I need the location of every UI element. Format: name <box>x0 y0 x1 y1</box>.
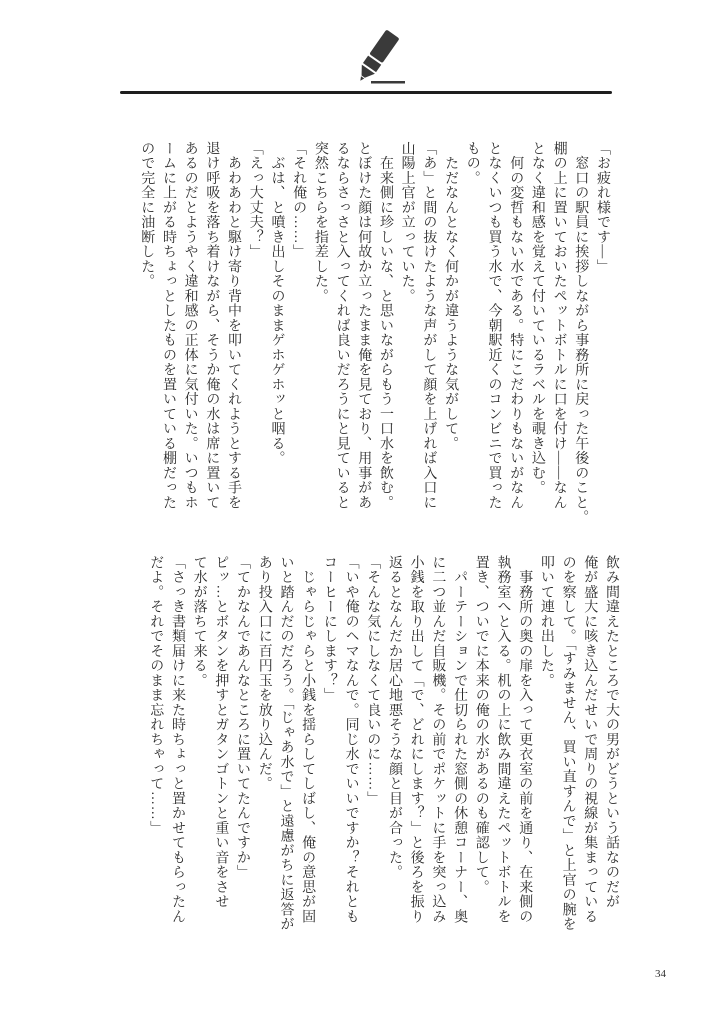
text-line: 「お疲れ様です―」 <box>595 141 610 274</box>
upper-text-block <box>136 141 613 525</box>
text-line: じゃらじゃらと小銭を揺らしてしばし、俺の意思が固 <box>300 555 316 924</box>
text-line: あるのだとようやく違和感の正体に気付いた。いつもホ <box>182 141 198 510</box>
text-line: となくいつも買う水で、今朝駅近くのコンビニで買った <box>486 141 502 510</box>
text-line: ピッ…とボタンを押すとガタンゴトンと重い音をさせ <box>213 555 229 909</box>
text-line: 置き、ついでに本来の俺の水があるのも確認して。 <box>473 555 489 895</box>
text-line: ので完全に油断した。 <box>139 141 155 289</box>
page-number: 34 <box>655 968 666 980</box>
text-line: 飲み間違えたところで大の男がどうという話なのだが <box>604 555 619 909</box>
text-line: 返るとなんだか居心地悪そうな顔と目が合った。 <box>386 555 402 880</box>
text-line: て水が落ちて来る。 <box>191 555 207 688</box>
lower-text-block <box>145 555 622 935</box>
text-line: となく違和感を覚えて付いているラベルを覗き込む。 <box>529 141 545 495</box>
text-line: 「さっき書類届けに来た時ちょっと置かせてもらったん <box>169 555 185 924</box>
text-line: だよ。それでそのまま忘れちゃって……」 <box>148 555 164 836</box>
text-line: 突然こちらを指差した。 <box>312 141 328 304</box>
text-line: 何の変哲もない水である。特にこだわりもないがなん <box>508 141 524 510</box>
text-line: 俺が盛大に咳き込んだせいで周りの視線が集まっている <box>582 555 598 924</box>
text-line: 執務室へと入る。机の上に飲み間違えたペットボトルを <box>495 555 511 924</box>
text-line: いと踏んだのだろう。「じゃあ水で」と遠慮がちに返答が <box>278 555 294 932</box>
text-line: 「えっ大丈夫？」 <box>247 141 263 259</box>
text-line: に二つ並んだ自販機。その前でポケットに手を突っ込み <box>430 555 446 924</box>
text-line: コーヒーにします？」 <box>321 555 337 703</box>
text-line: とぼけた顔は何故か立ったまま俺を見ており、用事があ <box>356 141 372 510</box>
text-line: パーテーションで仕切られた窓側の休憩コーナー、奥 <box>452 555 468 924</box>
text-line: 棚の上に置いておいたペットボトルに口を付け――なん <box>551 141 567 510</box>
text-line: 「いや俺のヘマなんで。同じ水でいいですか？それとも <box>343 555 359 924</box>
text-line: あり投入口に百円玉を放り込んだ。 <box>256 555 272 791</box>
text-line: あわあわと駆け寄り背中を叩いてくれようとする手を <box>226 141 242 510</box>
text-line: 「それ俺の……」 <box>291 141 307 259</box>
text-line: 「あ」と間の抜けたような声がして顔を上げれば入口に <box>421 141 437 510</box>
text-line: 「てかなんであんなところに置いてたんですか」 <box>235 555 251 880</box>
text-line: 山陽上官が立っていた。 <box>399 141 415 304</box>
text-line: ぶは、と噴き出しそのままゲホゲホッと咽る。 <box>269 141 285 466</box>
text-line: 退け呼吸を落ち着けながら、そうか俺の水は席に置いて <box>204 141 220 510</box>
text-line: のを察して。「すみません、買い直すんで」と上官の腕を <box>560 555 576 932</box>
text-line: 「そんな気にしなくて良いのに……」 <box>365 555 381 806</box>
text-line: 叩いて連れ出した。 <box>538 555 554 688</box>
text-line: ただなんとなく何かが違うような気がして。 <box>443 141 459 451</box>
text-line: ームに上がる時ちょっとしたものを置いている棚だった <box>160 141 176 510</box>
text-line: もの。 <box>464 141 480 186</box>
text-line: 小銭を取り出して「で、どれにします？」と後ろを振り <box>408 555 424 924</box>
pencil-icon <box>345 30 405 86</box>
text-line: 事務所の奥の扉を入って更衣室の前を通り、在来側の <box>517 555 533 924</box>
text-line: 在来側に珍しいな、と思いながらもう一口水を飲む。 <box>377 141 393 510</box>
text-line: 窓口の駅員に挨拶しながら事務所に戻った午後のこと。 <box>573 141 589 525</box>
text-line: るならさっさと入ってくれば良いだろうにと見ていると <box>334 141 350 510</box>
header-divider <box>120 91 612 94</box>
